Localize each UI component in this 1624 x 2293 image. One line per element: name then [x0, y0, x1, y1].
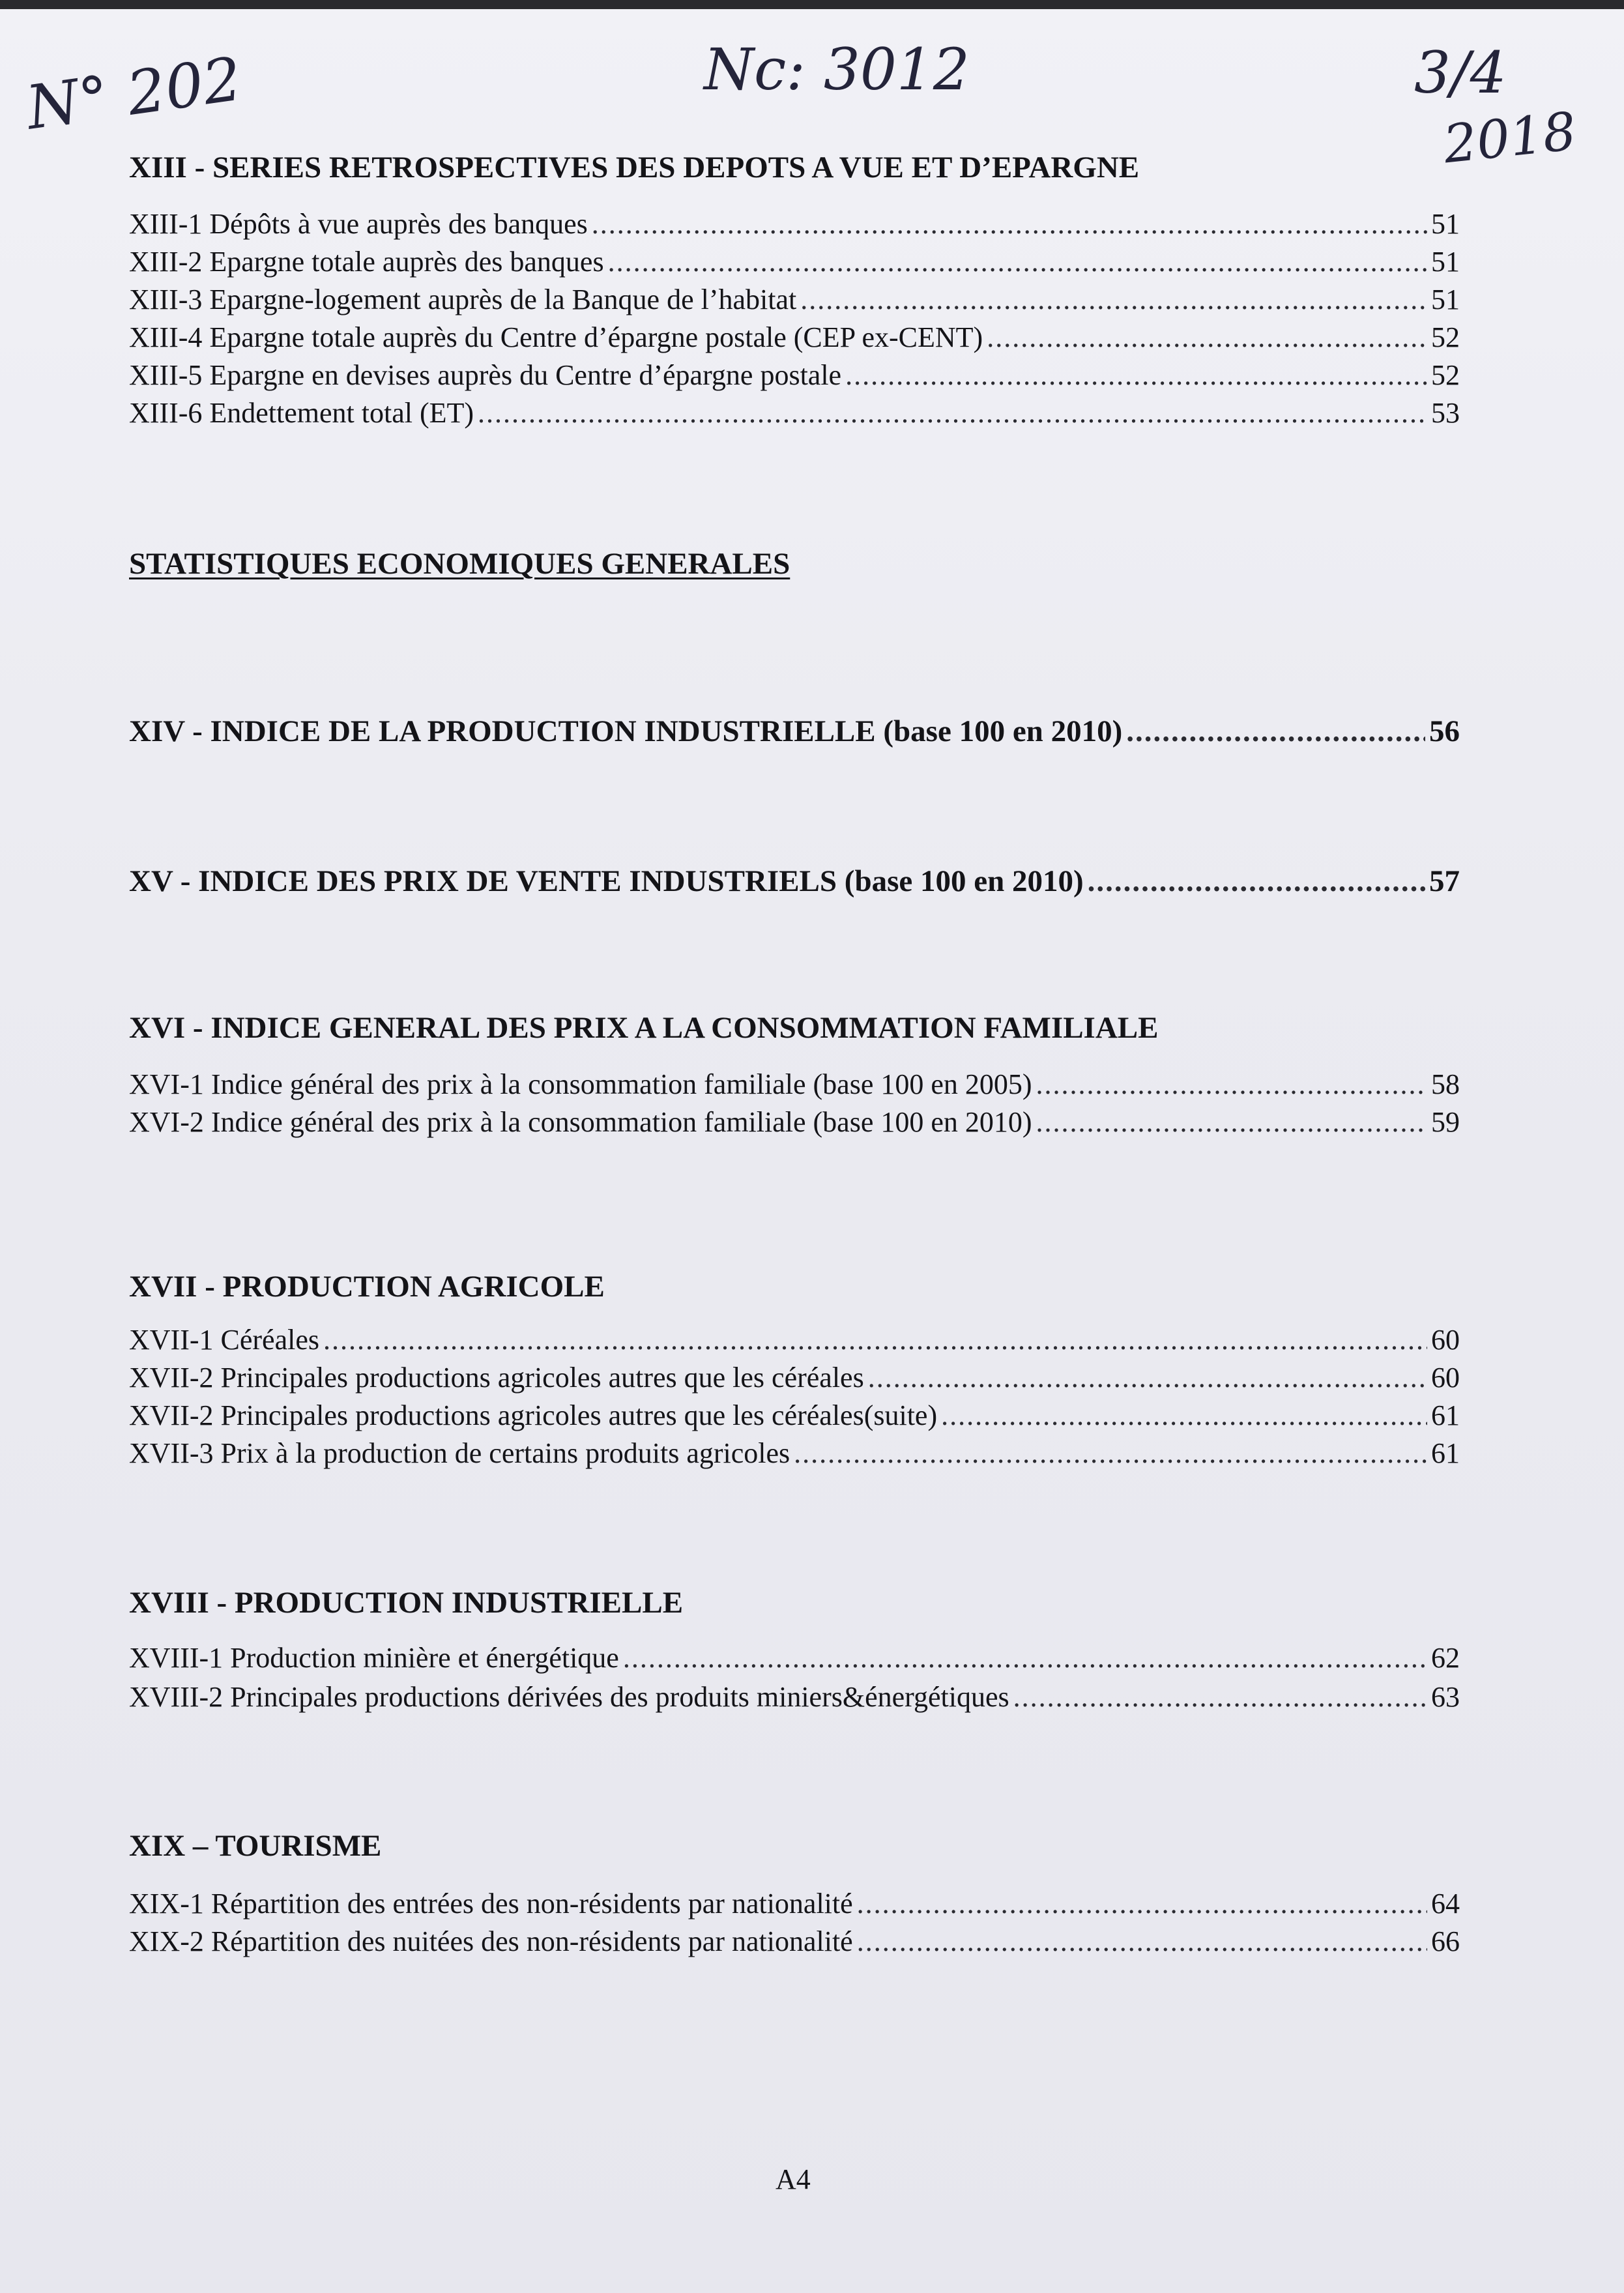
dot-leader [857, 1925, 1427, 1958]
dot-leader [323, 1323, 1427, 1356]
section-title-xvi: XVI - INDICE GENERAL DES PRIX A LA CONSOMMATION FAMILIALE [129, 1011, 1159, 1045]
dot-leader [941, 1399, 1427, 1432]
dot-leader [623, 1641, 1427, 1674]
entry-label: XVI-2 Indice général des prix à la consommation familiale (base 100 en 2010) [129, 1106, 1032, 1138]
entry-page: 57 [1429, 864, 1460, 898]
dot-leader [845, 358, 1427, 392]
toc-entry [129, 1680, 1460, 1714]
dot-leader [794, 1437, 1427, 1470]
dot-leader [1126, 714, 1425, 749]
entry-page: 66 [1431, 1925, 1460, 1957]
toc-entry [129, 1887, 1460, 1920]
entry-label: XVIII-2 Principales productions dérivées des produits miniers&énergétiques [129, 1681, 1009, 1713]
entry-page: 61 [1431, 1399, 1460, 1431]
handwritten-number: N° 202 [22, 44, 246, 143]
part-title-statistiques: STATISTIQUES ECONOMIQUES GENERALES [129, 547, 790, 581]
dot-leader [987, 321, 1427, 354]
entry-label: XIII-4 Epargne totale auprès du Centre d’épargne postale (CEP ex-CENT) [129, 321, 983, 353]
toc-entry [129, 283, 1460, 316]
entry-label: XIII-5 Epargne en devises auprès du Centre d’épargne postale [129, 359, 842, 391]
dot-leader [478, 396, 1427, 430]
dot-leader [1088, 864, 1425, 899]
entry-page: 52 [1431, 359, 1460, 391]
page-number: A4 [776, 2163, 811, 2195]
entry-label: XVI-1 Indice général des prix à la consommation familiale (base 100 en 2005) [129, 1068, 1032, 1100]
entry-label: XIII-2 Epargne totale auprès des banques [129, 246, 604, 278]
entry-page: 56 [1429, 714, 1460, 748]
toc-entry [129, 1399, 1460, 1432]
entry-label: XVII-2 Principales productions agricoles autres que les céréales(suite) [129, 1399, 938, 1431]
entry-label: XVII-1 Céréales [129, 1324, 319, 1356]
entry-page: 59 [1431, 1106, 1460, 1138]
entry-label: XVIII-1 Production minière et énergétique [129, 1642, 619, 1674]
dot-leader [800, 283, 1427, 316]
toc-entry [129, 1323, 1460, 1356]
dot-leader [592, 207, 1427, 241]
toc-entry-xv [129, 864, 1460, 899]
entry-page: 60 [1431, 1324, 1460, 1356]
entry-page: 58 [1431, 1068, 1460, 1100]
handwritten-page: 3/4 [1414, 39, 1507, 106]
entry-page: 64 [1431, 1888, 1460, 1920]
section-title-xviii: XVIII - PRODUCTION INDUSTRIELLE [129, 1586, 684, 1620]
section-title-xvii: XVII - PRODUCTION AGRICOLE [129, 1270, 605, 1304]
toc-entry [129, 321, 1460, 354]
handwritten-nc: Nc: 3012 [704, 36, 970, 103]
handwritten-year: 2018 [1440, 100, 1579, 175]
entry-label: XIV - INDICE DE LA PRODUCTION INDUSTRIELLE (base 100 en 2010) [129, 714, 1123, 748]
entry-page: 51 [1431, 208, 1460, 240]
dot-leader [1036, 1068, 1427, 1101]
dot-leader [1036, 1105, 1427, 1139]
entry-page: 61 [1431, 1437, 1460, 1469]
toc-entry [129, 1641, 1460, 1674]
entry-page: 62 [1431, 1642, 1460, 1674]
dot-leader [608, 245, 1427, 278]
toc-entry [129, 1068, 1460, 1101]
toc-entry [129, 396, 1460, 430]
toc-entry [129, 1437, 1460, 1470]
dot-leader [857, 1887, 1427, 1920]
toc-entry [129, 1361, 1460, 1394]
toc-entry [129, 1105, 1460, 1139]
entry-label: XIX-2 Répartition des nuitées des non-résidents par nationalité [129, 1925, 853, 1957]
entry-page: 53 [1431, 397, 1460, 429]
entry-page: 51 [1431, 284, 1460, 315]
section-title-xix: XIX – TOURISME [129, 1829, 382, 1863]
entry-page: 51 [1431, 246, 1460, 278]
entry-label: XIII-3 Epargne-logement auprès de la Banque de l’habitat [129, 284, 797, 315]
entry-label: XIX-1 Répartition des entrées des non-résidents par nationalité [129, 1888, 853, 1920]
toc-entry-xiv [129, 714, 1460, 749]
entry-page: 52 [1431, 321, 1460, 353]
toc-entry [129, 358, 1460, 392]
entry-label: XIII-1 Dépôts à vue auprès des banques [129, 208, 588, 240]
dot-leader [868, 1361, 1427, 1394]
entry-label: XV - INDICE DES PRIX DE VENTE INDUSTRIELS (base 100 en 2010) [129, 864, 1084, 898]
entry-label: XIII-6 Endettement total (ET) [129, 397, 474, 429]
entry-page: 63 [1431, 1681, 1460, 1713]
entry-label: XVII-3 Prix à la production de certains produits agricoles [129, 1437, 790, 1469]
toc-entry [129, 1925, 1460, 1958]
entry-page: 60 [1431, 1362, 1460, 1394]
toc-entry [129, 245, 1460, 278]
scan-edge [0, 0, 1624, 9]
dot-leader [1013, 1680, 1427, 1714]
section-title-xiii: XIII - SERIES RETROSPECTIVES DES DEPOTS A VUE ET D’EPARGNE [129, 151, 1140, 184]
entry-label: XVII-2 Principales productions agricoles autres que les céréales [129, 1362, 864, 1394]
toc-entry [129, 207, 1460, 241]
